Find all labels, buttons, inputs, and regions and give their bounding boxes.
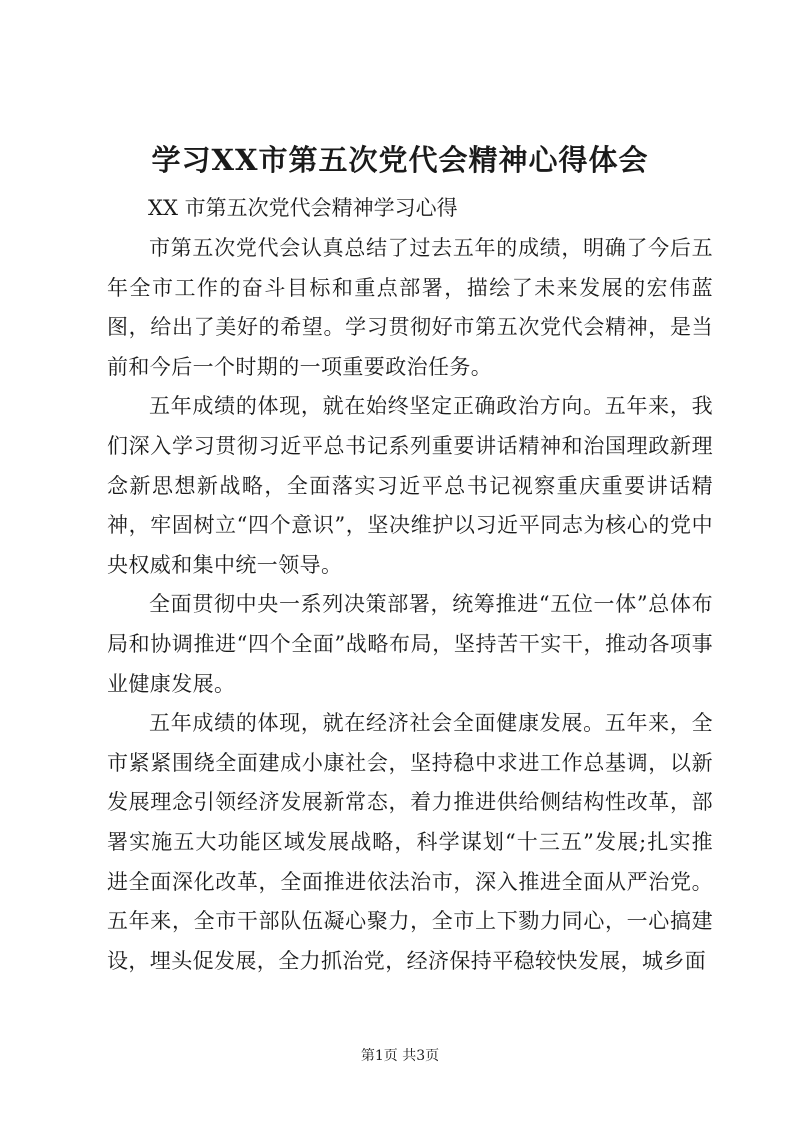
body-paragraph: 五年成绩的体现，就在始终坚定正确政治方向。五年来，我们深入学习贯彻习近平总书记系列重要讲话精神和治国理政新理念新思想新战略，全面落实习近平总书记视察重庆重要讲话精神，牢固树立“四个意识”，坚决维护以习近平同志为核心的党中央权威和集中统一领导。 [107, 394, 713, 577]
page-title: 学习XX市第五次党代会精神心得体会 [151, 143, 649, 177]
document-body [107, 229, 713, 981]
page-number-footer: 第1页 共3页 [360, 1048, 440, 1064]
body-paragraph: 市第五次党代会认真总结了过去五年的成绩，明确了今后五年全市工作的奋斗目标和重点部署，描绘了未来发展的宏伟蓝图，给出了美好的希望。学习贯彻好市第五次党代会精神，是当前和今后一个时期的一项重要政治任务。 [107, 236, 713, 379]
body-paragraph: 全面贯彻中央一系列决策部署，统筹推进“五位一体”总体布局和协调推进“四个全面”战略布局，坚持苦干实干，推动各项事业健康发展。 [107, 592, 713, 696]
body-paragraph: 五年成绩的体现，就在经济社会全面健康发展。五年来，全市紧紧围绕全面建成小康社会，坚持稳中求进工作总基调，以新发展理念引领经济发展新常态，着力推进供给侧结构性改革，部署实施五大功能区域发展战略，科学谋划“十三五”发展;扎实推进全面深化改革，全面推进依法治市，深入推进全面从严治党。五年来，全市干部队伍凝心聚力，全市上下勠力同心，一心搞建设，埋头促发展，全力抓治党，经济保持平稳较快发展，城乡面 [107, 711, 713, 973]
document-subtitle: XX 市第五次党代会精神学习心得 [148, 196, 458, 220]
